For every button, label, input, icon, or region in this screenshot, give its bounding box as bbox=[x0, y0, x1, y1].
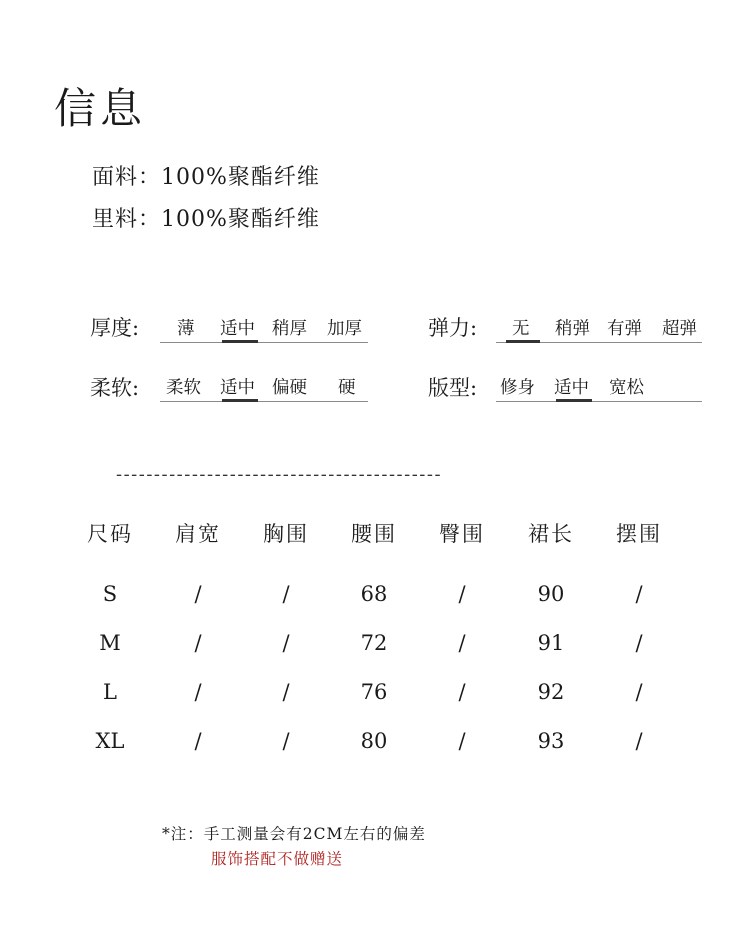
size-value-cell: / bbox=[635, 631, 643, 655]
waist-header: 腰围 bbox=[351, 522, 397, 546]
thickness-label: 厚度: bbox=[90, 316, 140, 340]
size-value-cell: 92 bbox=[537, 680, 565, 704]
softness-label: 柔软: bbox=[90, 376, 140, 400]
size-value-cell: / bbox=[458, 729, 466, 753]
elasticity-option-selected: 无 bbox=[512, 319, 530, 339]
softness-option-selected: 适中 bbox=[220, 378, 255, 398]
skirt-length-header: 裙长 bbox=[528, 522, 574, 546]
size-value-cell: / bbox=[635, 729, 643, 753]
elasticity-label: 弹力: bbox=[428, 316, 478, 340]
size-value-cell: / bbox=[194, 680, 202, 704]
size-value-cell: / bbox=[458, 680, 466, 704]
thickness-option: 薄 bbox=[177, 319, 195, 339]
softness-option: 柔软 bbox=[166, 378, 201, 398]
shoulder-header: 肩宽 bbox=[175, 522, 221, 546]
size-label-cell: M bbox=[99, 631, 121, 655]
size-value-cell: / bbox=[282, 729, 290, 753]
hip-header: 臀围 bbox=[439, 522, 485, 546]
size-value-cell: 90 bbox=[537, 582, 565, 606]
size-value-cell: / bbox=[458, 631, 466, 655]
chest-header: 胸围 bbox=[263, 522, 309, 546]
dashed-divider: ------------------------------------------- bbox=[116, 464, 443, 485]
size-label-cell: L bbox=[103, 680, 117, 704]
hem-header: 摆围 bbox=[616, 522, 662, 546]
fit-selected-indicator bbox=[556, 399, 592, 402]
softness-option: 偏硬 bbox=[272, 378, 307, 398]
size-value-cell: / bbox=[282, 631, 290, 655]
size-value-cell: / bbox=[635, 582, 643, 606]
thickness-selected-indicator bbox=[222, 340, 258, 343]
measurement-note: *注：手工测量会有2CM左右的偏差 bbox=[162, 825, 426, 843]
elasticity-selected-indicator bbox=[506, 340, 540, 343]
size-value-cell: 72 bbox=[360, 631, 388, 655]
softness-option: 硬 bbox=[338, 378, 356, 398]
size-value-cell: 91 bbox=[537, 631, 565, 655]
accessory-note: 服饰搭配不做赠送 bbox=[211, 850, 344, 868]
size-value-cell: 93 bbox=[537, 729, 565, 753]
size-value-cell: / bbox=[194, 582, 202, 606]
fabric-material: 面料：100%聚酯纤维 bbox=[92, 165, 320, 190]
size-value-cell: 76 bbox=[360, 680, 388, 704]
fit-option: 宽松 bbox=[609, 378, 644, 398]
size-value-cell: / bbox=[458, 582, 466, 606]
size-header: 尺码 bbox=[87, 522, 133, 546]
size-value-cell: / bbox=[635, 680, 643, 704]
size-label-cell: S bbox=[102, 582, 118, 606]
fit-option: 修身 bbox=[500, 378, 535, 398]
size-value-cell: 80 bbox=[360, 729, 388, 753]
fit-option-selected: 适中 bbox=[554, 378, 589, 398]
size-value-cell: / bbox=[194, 631, 202, 655]
thickness-option: 加厚 bbox=[327, 319, 362, 339]
thickness-option-selected: 适中 bbox=[220, 319, 255, 339]
page-title: 信息 bbox=[54, 84, 147, 133]
softness-selected-indicator bbox=[222, 399, 258, 402]
size-label-cell: XL bbox=[95, 729, 125, 753]
softness-baseline bbox=[160, 401, 368, 402]
size-value-cell: 68 bbox=[360, 582, 388, 606]
size-value-cell: / bbox=[282, 680, 290, 704]
size-value-cell: / bbox=[282, 582, 290, 606]
fit-baseline bbox=[496, 401, 702, 402]
fit-label: 版型: bbox=[428, 376, 478, 400]
elasticity-option: 稍弹 bbox=[555, 319, 590, 339]
size-value-cell: / bbox=[194, 729, 202, 753]
thickness-option: 稍厚 bbox=[272, 319, 307, 339]
thickness-baseline bbox=[160, 342, 368, 343]
lining-material: 里料：100%聚酯纤维 bbox=[92, 207, 320, 232]
elasticity-option: 有弹 bbox=[607, 319, 642, 339]
elasticity-option: 超弹 bbox=[662, 319, 697, 339]
